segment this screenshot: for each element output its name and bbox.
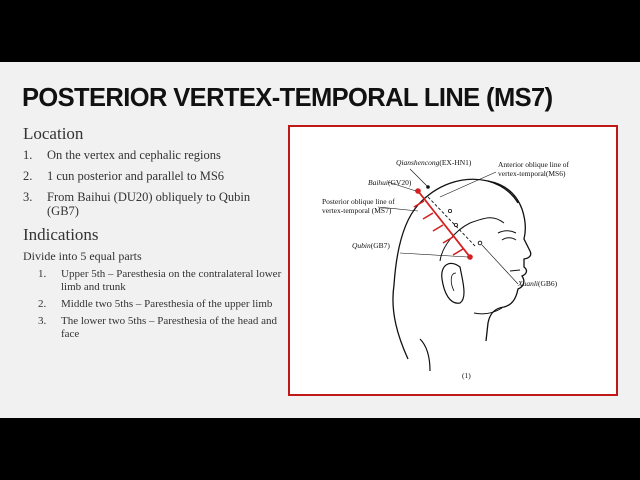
ms6-line bbox=[428, 197, 476, 247]
qubin-point bbox=[467, 254, 473, 260]
list-item bbox=[23, 268, 283, 294]
ms7-line bbox=[418, 191, 470, 257]
list-text: Upper 5th – Paresthesia on the contralateral lower limb and trunk bbox=[61, 268, 282, 293]
baihui-point bbox=[415, 188, 421, 194]
head-illustration bbox=[290, 127, 616, 394]
list-text: On the vertex and cephalic regions bbox=[47, 148, 221, 162]
label-anterior-line-2: vertex-temporal(MS6) bbox=[498, 169, 566, 178]
head-outline bbox=[393, 179, 518, 359]
location-heading: Location bbox=[23, 124, 84, 143]
mouth bbox=[510, 270, 520, 271]
list-item bbox=[23, 298, 283, 311]
list-number: 1. bbox=[38, 268, 47, 280]
label-posterior-line-2: vertex-temporal (MS7) bbox=[322, 206, 392, 215]
label-qubin: Qubin(GB7) bbox=[352, 241, 390, 250]
location-list bbox=[23, 148, 283, 218]
figure-caption: (1) bbox=[462, 371, 471, 380]
neck-outline bbox=[420, 339, 430, 371]
list-number: 2. bbox=[38, 298, 47, 310]
list-number: 1. bbox=[23, 148, 33, 162]
list-text: 1 cun posterior and parallel to MS6 bbox=[47, 169, 225, 183]
head-figure bbox=[288, 125, 618, 396]
list-text: The lower two 5ths – Paresthesia of the head and face bbox=[61, 315, 277, 340]
list-number: 3. bbox=[38, 315, 47, 327]
list-item bbox=[23, 315, 283, 341]
label-posterior-line-1: Posterior oblique line of bbox=[322, 197, 395, 206]
label-qianshencong: Qianshencong(EX-HN1) bbox=[396, 158, 472, 167]
list-text: Middle two 5ths – Paresthesia of the upper limb bbox=[61, 298, 273, 310]
list-number: 3. bbox=[23, 190, 33, 204]
label-baihui: Baihui(GV20) bbox=[368, 178, 412, 187]
indications-heading: Indications bbox=[23, 225, 99, 244]
eyebrow bbox=[498, 231, 516, 233]
list-item bbox=[23, 190, 283, 218]
label-anterior-line-1: Anterior oblique line of bbox=[498, 160, 570, 169]
face-profile bbox=[486, 181, 531, 341]
list-item bbox=[23, 148, 283, 162]
list-number: 2. bbox=[23, 169, 33, 183]
indications-list bbox=[23, 268, 283, 341]
slide bbox=[0, 62, 640, 418]
slide-title: POSTERIOR VERTEX-TEMPORAL LINE (MS7) bbox=[22, 84, 553, 112]
list-text: From Baihui (DU20) obliquely to Qubin (GB7) bbox=[47, 190, 251, 218]
xuanli-point bbox=[478, 241, 482, 245]
text-column bbox=[23, 124, 283, 345]
eye bbox=[502, 238, 516, 240]
indications-intro: Divide into 5 equal parts bbox=[23, 249, 142, 263]
ear bbox=[442, 263, 464, 303]
list-item bbox=[23, 169, 283, 183]
label-xuanli: Xuanli(GB6) bbox=[518, 279, 558, 288]
ms7-ticks bbox=[414, 201, 463, 255]
